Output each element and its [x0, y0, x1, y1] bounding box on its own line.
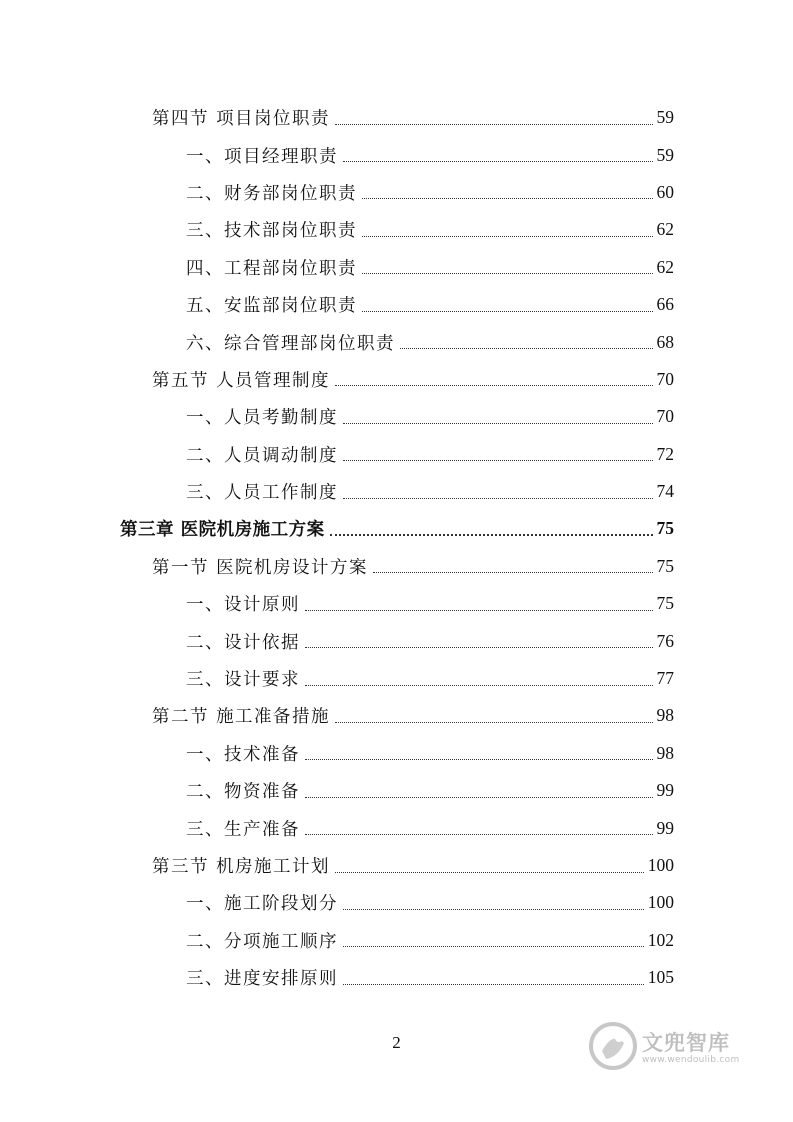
watermark-name: 文兜智库	[642, 1031, 730, 1055]
toc-entry[interactable]	[0, 361, 674, 398]
toc-entry-title: 三、技术部岗位职责	[186, 217, 359, 242]
toc-entry[interactable]	[0, 473, 674, 510]
toc-entry[interactable]	[0, 847, 674, 884]
toc-entry-title: 三、生产准备	[186, 816, 302, 841]
toc-entry[interactable]	[0, 697, 674, 734]
toc-entry-title: 第二节 施工准备措施	[152, 703, 332, 728]
toc-entry[interactable]	[0, 323, 674, 360]
toc-entry-title: 一、设计原则	[186, 591, 302, 616]
toc-entry-page: 98	[656, 742, 674, 763]
toc-entry[interactable]	[0, 660, 674, 697]
toc-entry-page: 68	[656, 331, 674, 352]
toc-dot-leader	[362, 235, 653, 237]
toc-entry-page: 59	[656, 144, 674, 165]
toc-entry-page: 66	[656, 294, 674, 315]
toc-entry[interactable]	[0, 548, 674, 585]
toc-entry-title: 二、人员调动制度	[186, 442, 340, 467]
toc-dot-leader	[362, 272, 653, 274]
toc-entry-title: 二、设计依据	[186, 629, 302, 654]
toc-dot-leader	[305, 609, 653, 611]
toc-entry-title: 五、安监部岗位职责	[186, 292, 359, 317]
toc-entry[interactable]	[0, 772, 674, 809]
toc-entry[interactable]	[0, 249, 674, 286]
toc-entry-page: 75	[656, 555, 674, 576]
toc-entry[interactable]	[0, 735, 674, 772]
toc-dot-leader	[343, 422, 653, 424]
toc-dot-leader	[305, 646, 653, 648]
toc-entry-title: 三、设计要求	[186, 666, 302, 691]
watermark-text	[642, 1027, 740, 1065]
toc-dot-leader	[343, 160, 653, 162]
toc-entry-page: 100	[647, 855, 674, 875]
toc-entry-title: 第四节 项目岗位职责	[152, 105, 332, 130]
toc-entry-page: 75	[656, 518, 674, 539]
toc-entry-page: 75	[656, 593, 674, 614]
toc-dot-leader	[362, 310, 653, 312]
toc-entry-page: 77	[656, 668, 674, 689]
toc-entry-title: 第一节 医院机房设计方案	[152, 554, 370, 579]
toc-entry-page: 76	[656, 630, 674, 651]
table-of-contents	[0, 99, 793, 996]
toc-dot-leader	[305, 796, 653, 798]
toc-entry-title: 一、项目经理职责	[186, 143, 340, 168]
toc-dot-leader	[305, 833, 653, 835]
toc-entry-title: 一、技术准备	[186, 741, 302, 766]
toc-entry-title: 一、施工阶段划分	[186, 890, 340, 915]
toc-dot-leader	[400, 347, 653, 349]
toc-entry-page: 62	[656, 256, 674, 277]
toc-dot-leader	[330, 533, 653, 536]
toc-dot-leader	[362, 197, 653, 199]
toc-dot-leader	[343, 908, 644, 910]
toc-entry-page: 72	[656, 443, 674, 464]
toc-entry-page: 102	[647, 929, 674, 950]
toc-entry[interactable]	[0, 136, 674, 173]
toc-dot-leader	[335, 384, 652, 386]
toc-entry[interactable]	[0, 510, 674, 547]
toc-entry[interactable]	[0, 922, 674, 959]
toc-entry-page: 60	[656, 181, 674, 202]
toc-entry-title: 四、工程部岗位职责	[186, 255, 359, 280]
toc-entry-title: 第五节 人员管理制度	[152, 367, 332, 392]
toc-entry[interactable]	[0, 286, 674, 323]
toc-entry-title: 一、人员考勤制度	[186, 404, 340, 429]
toc-entry-title: 三、进度安排原则	[186, 965, 340, 990]
toc-dot-leader	[343, 497, 653, 499]
toc-entry[interactable]	[0, 585, 674, 622]
toc-entry-title: 第三节 机房施工计划	[152, 853, 332, 878]
toc-entry-page: 100	[647, 892, 674, 913]
toc-dot-leader	[335, 871, 644, 873]
toc-entry[interactable]	[0, 99, 674, 136]
page-number: 2	[392, 1033, 401, 1052]
toc-entry-title: 六、综合管理部岗位职责	[186, 330, 397, 355]
toc-dot-leader	[305, 684, 653, 686]
wendou-logo-icon	[588, 1021, 638, 1071]
toc-dot-leader	[343, 983, 644, 985]
toc-entry-page: 99	[656, 780, 674, 801]
toc-entry[interactable]	[0, 436, 674, 473]
toc-entry-page: 98	[656, 705, 674, 726]
toc-dot-leader	[343, 945, 644, 947]
toc-entry-title: 二、分项施工顺序	[186, 928, 340, 953]
toc-entry-page: 105	[647, 967, 674, 988]
toc-entry-page: 62	[656, 219, 674, 240]
toc-dot-leader	[373, 571, 652, 573]
toc-dot-leader	[335, 721, 652, 723]
toc-dot-leader	[335, 123, 652, 125]
toc-entry-page: 74	[656, 481, 674, 502]
toc-entry-page: 59	[656, 107, 674, 128]
toc-entry-title: 三、人员工作制度	[186, 479, 340, 504]
toc-entry[interactable]	[0, 174, 674, 211]
toc-entry-title: 二、物资准备	[186, 778, 302, 803]
watermark-url: www.wendoulib.com	[642, 1055, 740, 1065]
toc-entry-title: 第三章 医院机房施工方案	[120, 516, 327, 541]
toc-entry[interactable]	[0, 211, 674, 248]
toc-dot-leader	[343, 459, 653, 461]
toc-entry[interactable]	[0, 398, 674, 435]
toc-entry-page: 70	[656, 368, 674, 389]
toc-entry-title: 二、财务部岗位职责	[186, 180, 359, 205]
toc-entry[interactable]	[0, 884, 674, 921]
toc-dot-leader	[305, 758, 653, 760]
watermark	[588, 1016, 788, 1076]
toc-entry[interactable]	[0, 809, 674, 846]
toc-entry[interactable]	[0, 959, 674, 996]
toc-entry-page: 70	[656, 406, 674, 427]
toc-entry-page: 99	[656, 817, 674, 838]
toc-entry[interactable]	[0, 622, 674, 659]
